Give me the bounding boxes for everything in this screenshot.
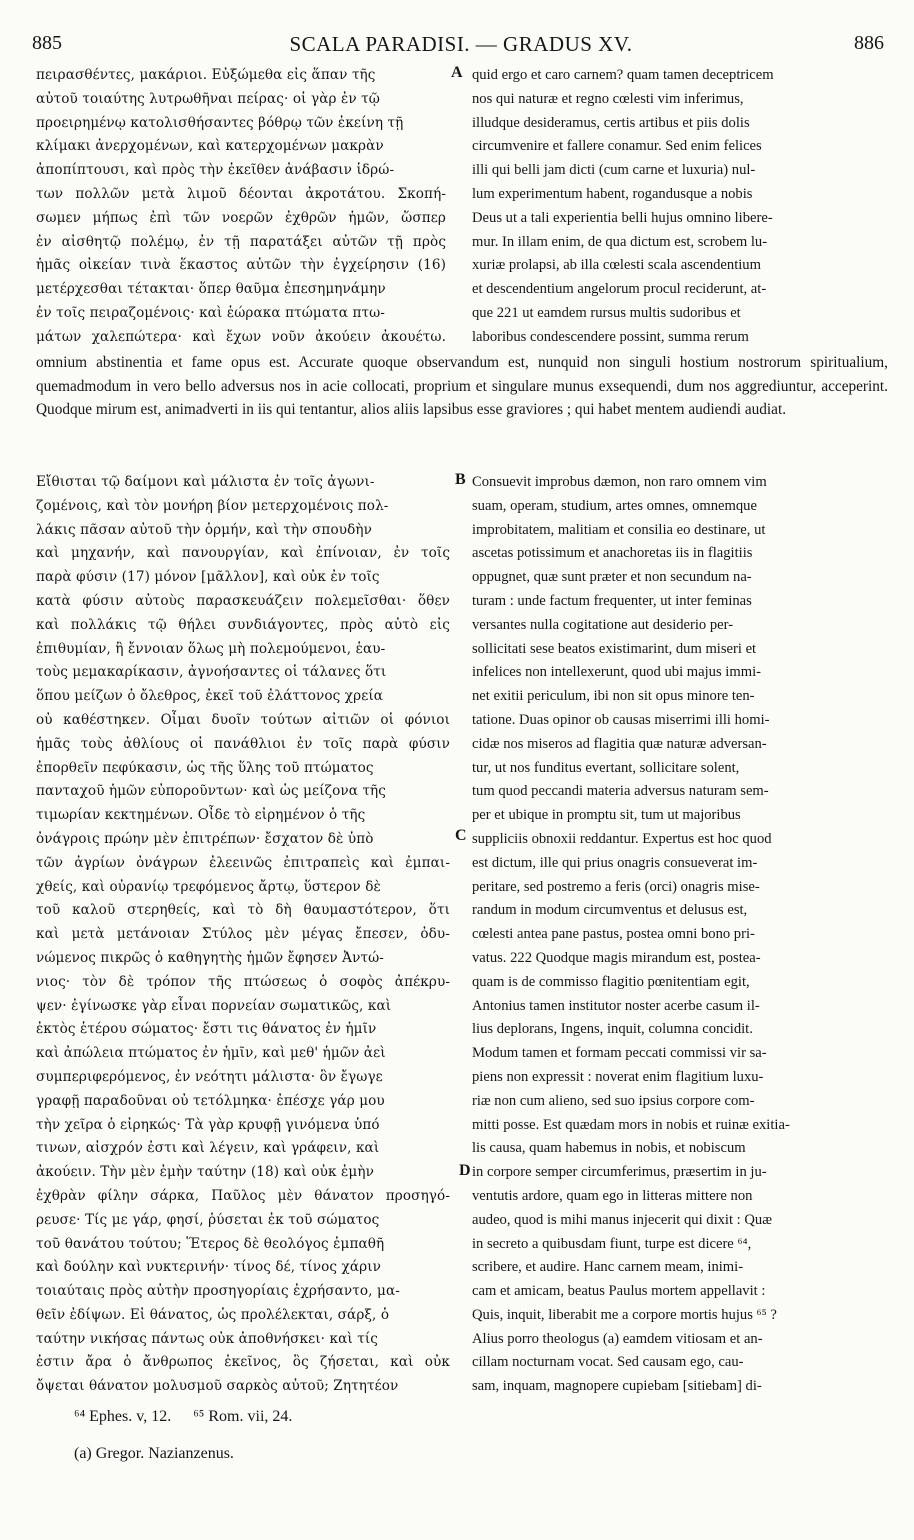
greek-text-line: ἐν τοῖς πειραζομένοις· καὶ ἑώρακα πτώματα πτω- [36,304,385,321]
full-width-paragraph: omnium abstinentia et fame opus est. Accurate quoque observandum est, nunquid non singuli hostium nostrorum spiritualium, quemadmodum in vero bello adversus nos in acie collocati, proprium et singulare munus exsequendi, dum nos aggrediuntur, acceperint. Quodque mirum est, animadverti in iis qui tentantur, alios aliis lapsibus esse graviores ; qui habet mentem audiendi audiat. [36,354,888,419]
latin-text-line: quam is de commisso flagitio pœnitentiam egit, [472,973,750,990]
latin-text-line: est dictum, ille qui prius onagris consueverat im- [472,854,758,871]
greek-text-line: καὶ μηχανήν, καὶ πανουργίαν, καὶ ἐπίνοιαν, ἐν τοῖς [36,545,450,562]
greek-text-line: ἀκούειν. Τὴν μὲν ἐμὴν ταύτην (18) καὶ οὐκ ἐμὴν [36,1164,374,1181]
greek-text-line: τιμωρίαν κεκτημένων. Οἶδε τὸ εἰρημένον ὁ τῆς [36,807,366,824]
greek-column-a [36,64,446,350]
footnote-source: (a) Gregor. Nazianzenus. [74,1445,234,1462]
greek-text-line: τοιαύταις πρὸς αὐτὴν προσηγορίαις ἐχρήσαντο, μα- [36,1283,400,1300]
latin-text-line: Deus ut a tali experientia belli hujus omnino libere- [472,209,773,226]
footnote-scripture [74,1408,292,1426]
latin-text-line: que 221 ut eamdem rursus multis sudoribus et [472,304,741,321]
greek-text-line: καὶ δούλην καὶ νυκτερινήν· τίνος δέ, τίνος χάριν [36,1259,381,1276]
page-number-right: 886 [854,32,884,54]
greek-text-line: τοῦ καλοῦ στερηθείς, καὶ τὸ δὴ θαυμαστότερον, ὅτι [36,902,450,919]
latin-column-a [472,64,886,350]
greek-text-line: μάτων χαλεπώτερα· καὶ ἔχων νοῦν ἀκούειν ἀκουέτω. [36,328,446,345]
latin-text-line: lius deplorans, Ingens, inquit, columna concidit. [472,1021,753,1038]
greek-text-line: καὶ μετὰ μετάνοιαν Στύλος μὲν μέγας ἔπεσεν, ὀδυ- [36,926,450,943]
latin-text-line: tatione. Duas opinor ob causas miserrimi illi homi- [472,711,770,728]
latin-text-line: Antonius tamen institutor noster acerbe casum il- [472,997,760,1014]
latin-text-line: mur. In illam enim, de qua dictum est, scrobem lu- [472,233,768,250]
latin-text-line: riæ non cum alieno, sed suo ipsius corpore com- [472,1092,755,1109]
greek-text-line: ἡμᾶς οἰκείαν τινὰ ἕκαστος αὐτῶν τὴν ἐγχείρησιν (16) [36,257,446,274]
latin-text-line: cœlesti antea pane pastus, postea omni bono pri- [472,926,755,943]
greek-column-b [36,471,450,1399]
greek-text-line: συμπεριφερόμενος, ἐν νεότητι μάλιστα· ὃν ἔγωγε [36,1068,383,1085]
greek-text-line: γραφῇ παραδοῦναι οὐ τετόλμηκα· ἐπέσχε γάρ μου [36,1092,385,1109]
latin-text-line: sollicitati sese beatos existimarint, dum miseri et [472,640,757,657]
greek-text-line: ὀνάγροις πρώην μὲν ἐπιτρέπων· ἔσχατον δὲ ὑπὸ [36,830,374,847]
greek-text-line: των πολλῶν μετὰ λιμοῦ δέονται ἀκροτάτου. Σκοπή- [36,185,446,202]
latin-text-line: net exitii periculum, ibi non sit opus minore ten- [472,688,755,705]
greek-text-line: ἀποπίπτουσι, καὶ πρὸς τὴν ἐκεῖθεν ἀνάβασιν ἱδρώ- [36,162,395,179]
greek-text-line: σωμεν μήπως ἐπὶ τῶν νοερῶν ἐχθρῶν ἡμῶν, ὥσπερ [36,209,446,226]
greek-text-line: ἐν αἰσθητῷ πολέμῳ, ἐν τῇ παρατάξει αὐτῶν τῇ πρὸς [36,233,446,250]
latin-text-line: piens non expressit : noverat enim flagitium luxu- [472,1068,764,1085]
page-header [32,32,890,62]
latin-text-line: quid ergo et caro carnem? quam tamen deceptricem [472,67,774,83]
latin-text-line: laboribus condescendere possint, summa rerum [472,328,749,345]
latin-text-line: improbitatem, malitiam et consilia eo destinare, ut [472,521,766,538]
greek-text-line: πανταχοῦ ἡμῶν εὐποροῦντων· καὶ ὡς μείζονα τῆς [36,783,387,800]
greek-text-line: ζομένοις, καὶ τὸν μονήρη βίον μετερχομένοις πολ- [36,497,389,514]
latin-text-line: cam et amicam, beatus Paulus mortem appellavit : [472,1283,766,1300]
greek-text-line: τὴν χεῖρα ὁ εἰρηκώς· Τὰ γὰρ κρυφῇ γινόμενα ὑπό [36,1116,380,1133]
greek-text-line: καὶ πολλάκις τῷ θήλει συνδιάγοντες, πρὸς αὐτὸ εἰς [36,616,450,633]
greek-text-line: ἡμᾶς τοὺς ἀθλίους οἱ πανάθλιοι ἐν τοῖς παρὰ φύσιν [36,735,450,752]
latin-text-line: infelices non intellexerunt, quod ubi majus immi- [472,664,761,681]
running-title: SCALA PARADISI. — GRADUS XV. [289,32,633,56]
greek-text-line: οὐ καθέστηκεν. Οἶμαι δυοῖν τούτων αἰτιῶν οἱ φόνιοι [36,711,450,728]
latin-text-line: sam, inquam, magnopere cupiebam [sitiebam] di- [472,1378,762,1395]
latin-text-line: oppugnet, quæ sunt præter et non secundum na- [472,569,752,586]
latin-text-line: cidæ nos miseros ad flagitia quæ naturæ adversan- [472,735,767,752]
greek-text-line: τινων, αἰσχρόν ἐστι καὶ λέγειν, καὶ γράφειν, καὶ [36,1140,380,1157]
latin-text-line: vatus. 222 Quodque magis mirandum est, postea- [472,949,761,966]
latin-text-line: per et ubique in promptu sit, tum ut majoribus [472,807,741,824]
greek-text-line: πειρασθέντες, μακάριοι. Εὐξώμεθα εἰς ἅπαν τῆς [36,67,376,83]
latin-text-line: Modum tamen et formam peccati commissi vir sa- [472,1045,767,1062]
greek-text-line: λάκις πᾶσαν αὐτοῦ τὴν ὁρμήν, καὶ τὴν σπουδὴν [36,521,372,538]
latin-text-line: Alius porro theologus (a) eamdem vitiosam et an- [472,1330,763,1347]
latin-text-line: audeo, quod is mihi manus injecerit qui dixit : Quæ [472,1211,772,1228]
greek-text-line: ὅπου μείζων ὁ ὄλεθρος, ἐκεῖ τοῦ ἐλάττονος χρεία [36,688,384,705]
greek-text-line: αὐτοῦ τοιαύτης λυτρωθῆναι πείρας· οἱ γὰρ ἐν τῷ [36,90,380,107]
latin-text-line: et descendentium angelorum procul reciderunt, at- [472,281,767,298]
greek-text-line: ἐκτὸς ἑτέρου σώματος· ἔστι τις θάνατος ἐν ἡμῖν [36,1021,377,1038]
greek-text-line: προειρημένῳ κατολισθήσαντες βόθρῳ τῶν ἐκείνη τῇ [36,114,404,131]
greek-text-line: μετέρχεσθαι τέτακται· ὅπερ θαῦμα ἐπεσημηνάμην [36,281,386,298]
greek-text-line: ταύτην νικήσας πάντως οὐκ ἀποθνήσκει· καὶ τίς [36,1330,378,1347]
latin-text-line: versantes nulla cogitatione aut desiderio per- [472,616,734,633]
footnote-65: ⁶⁵ Rom. vii, 24. [193,1408,293,1425]
greek-text-line: ἐπορθεῖν πεφύκασιν, ὡς τῆς ὕλης τοῦ πτώματος [36,759,374,776]
latin-text-line: ascetas potissimum et anachoretas iis in flagitiis [472,545,753,562]
greek-text-line: χθείς, καὶ οὐρανίῳ τρεφόμενος ἄρτῳ, ὕστερον δὲ [36,878,381,895]
latin-text-line: mitti posse. Est quædam mors in nobis et ruinæ exitia- [472,1116,790,1133]
latin-text-line: illi qui belli jam dicti (cum carne et luxuria) nul- [472,162,756,179]
section-marker-d: D [459,1162,471,1179]
section-marker-a: A [451,64,463,81]
greek-text-line: τοῦ θανάτου τούτου; Ἕτερος δὲ θεολόγος ἐμπαθῆ [36,1235,385,1252]
latin-text-line: circumvenire et fallere conamur. Sed enim felices [472,138,762,155]
greek-text-line: νιος· τὸν δὲ τρόπον τῆς πτώσεως ὁ σοφὸς ἀπέκρυ- [36,973,450,990]
latin-column-b [472,471,886,1399]
section-marker-b: B [455,471,466,488]
latin-text-line: peritare, sed postremo a feris (orci) onagris mise- [472,878,760,895]
latin-text-line: in corpore semper circumferimus, præsertim in ju- [472,1164,767,1181]
latin-text-line: lis causa, quam habemus in nobis, et nobiscum [472,1140,746,1157]
latin-text-line: ventutis ardore, quam ego in litteras mittere non [472,1187,753,1204]
latin-text-line: in secreto a quibusdam fiunt, turpe est dicere ⁶⁴, [472,1235,752,1252]
greek-text-line: ἐστιν ἄρα ὁ ἄνθρωπος ἐκεῖνος, ὃς ζήσεται, καὶ οὐκ [36,1354,450,1371]
latin-text-line: tur, ut nos funditus evertant, sollicitare solent, [472,759,740,776]
greek-text-line: Εἴθισται τῷ δαίμονι καὶ μάλιστα ἐν τοῖς ἀγωνι- [36,474,375,490]
latin-text-line: cillam nocturnam vocat. Sed causam ego, cau- [472,1354,744,1371]
latin-text-line: lum experimentum habent, rogandusque a nobis [472,185,753,202]
latin-text-line: scribere, et audire. Hanc carnem meam, inimi- [472,1259,744,1276]
greek-text-line: θεῖν ἐδίψων. Εἰ θάνατος, ὡς προλέλεκται, σάρξ, ὁ [36,1306,390,1323]
latin-text-line: Quis, inquit, liberabit me a corpore mortis hujus ⁶⁵ ? [472,1306,777,1323]
latin-text-line: turam : unde factum frequenter, ut inter feminas [472,592,752,609]
footnote-64: ⁶⁴ Ephes. v, 12. [74,1408,172,1425]
latin-text-line: suam, operam, studium, artes omnes, omnemque [472,497,757,514]
greek-text-line: ὄψεται θάνατον μολυσμοῦ σαρκὸς αὐτοῦ; Ζητητέον [36,1378,399,1395]
greek-text-line: κατὰ φύσιν αὐτοὺς παρασκευάζειν πολεμεῖσθαι· ὅθεν [36,592,450,609]
latin-text-line: xuriæ prolapsi, ab illa cœlesti scala ascendentium [472,257,761,274]
greek-text-line: ἐχθρὰν φίλην σάρκα, Παῦλος μὲν θάνατον προσηγό- [36,1187,450,1204]
latin-text-line: randum in modum circumventus et delusus est, [472,902,748,919]
latin-text-line: suppliciis obnoxii reddantur. Expertus est hoc quod [472,830,772,847]
greek-text-line: παρὰ φύσιν (17) μόνον [μᾶλλον], καὶ οὐκ ἐν τοῖς [36,569,380,586]
greek-text-line: ψεν· ἐγίνωσκε γὰρ εἶναι πορνείαν σωματικῶς, καὶ [36,997,392,1014]
latin-text-line: tum quod peccandi materia adversus naturam sem- [472,783,769,800]
greek-text-line: νώμενος πικρῶς ὁ καθηγητὴς ἡμῶν ἔφησεν Ἀντώ- [36,949,384,966]
greek-text-line: ρευσε· Τίς με γάρ, φησί, ῥύσεται ἐκ τοῦ σώματος [36,1211,380,1228]
latin-text-line: illudque desideramus, certis artibus et piis dolis [472,114,750,131]
greek-text-line: κλίμακι ἀνερχομένων, καὶ κατερχομένων μακρὰν [36,138,384,155]
greek-text-line: τοὺς μεμακαρίκασιν, ἀγνοήσαντες οἱ τάλανες ὅτι [36,664,387,681]
greek-text-line: τῶν ἀγρίων ὀνάγρων ἐλεεινῶς ἐπιτραπεὶς καὶ ἐμπαι- [36,854,450,871]
page-number-left: 885 [32,32,62,54]
greek-text-line: καὶ ἀπώλεια πτώματος ἐν ἡμῖν, καὶ μεθ' ἡμῶν ἀεὶ [36,1045,386,1062]
section-marker-c: C [455,827,467,844]
greek-text-line: ἐπιθυμίαν, ἢ ἔννοιαν ὅλως μὴ πολεμούμενοι, ἑαυ- [36,640,386,657]
latin-text-line: Consuevit improbus dæmon, non raro omnem vim [472,474,767,490]
latin-text-line: nos qui naturæ et regno cœlesti vim inferimus, [472,90,744,107]
